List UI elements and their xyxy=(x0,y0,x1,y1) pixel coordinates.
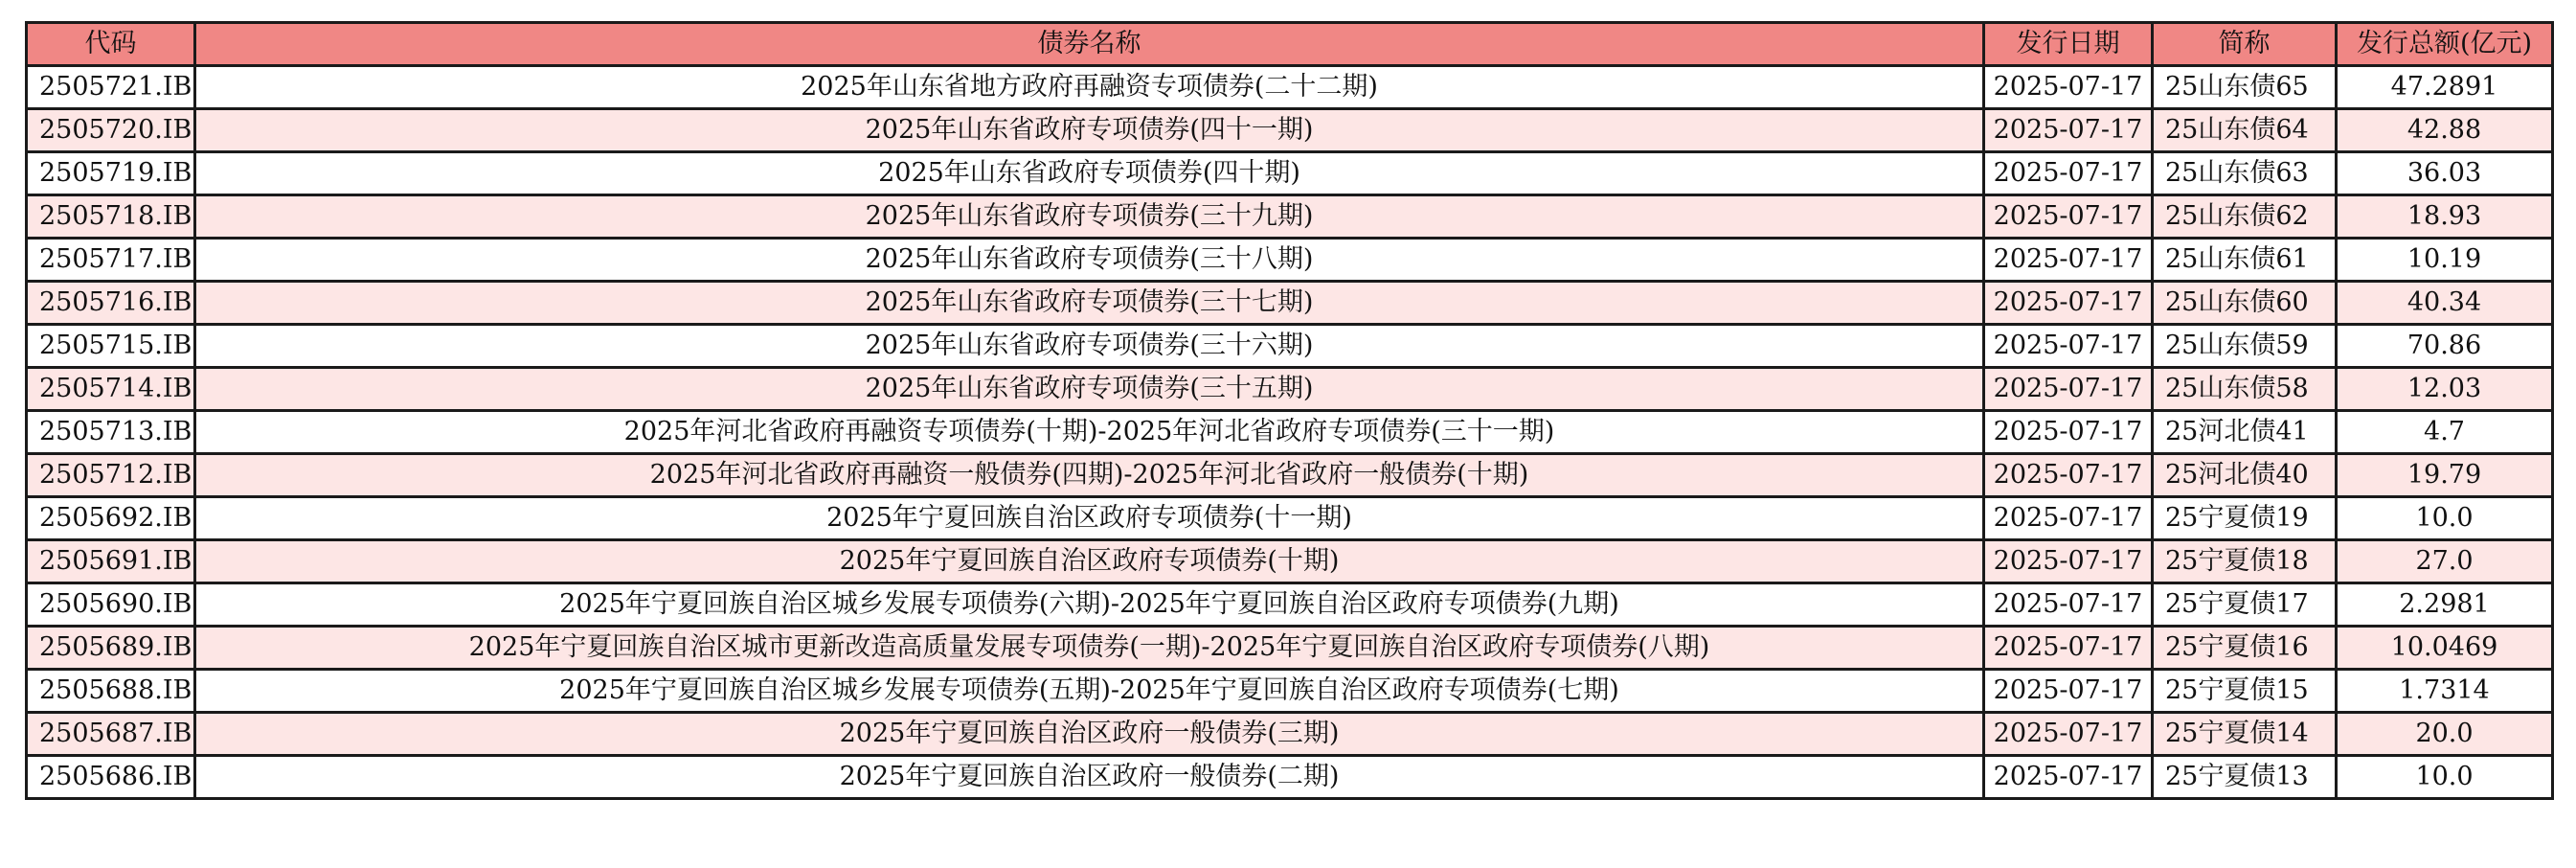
cell-bond-name: 2025年河北省政府再融资一般债券(四期)-2025年河北省政府一般债券(十期) xyxy=(195,454,1984,497)
cell-bond-name: 2025年河北省政府再融资专项债券(十期)-2025年河北省政府专项债券(三十一期) xyxy=(195,411,1984,454)
table-row[interactable] xyxy=(27,282,2553,325)
cell-issue-amount: 20.0 xyxy=(2337,713,2553,756)
bond-issuance-table-container xyxy=(25,21,2551,800)
cell-issue-date: 2025-07-17 xyxy=(1984,756,2153,799)
cell-issue-date: 2025-07-17 xyxy=(1984,411,2153,454)
table-header xyxy=(27,23,2553,66)
cell-code: 2505721.IB xyxy=(27,66,195,109)
table-row[interactable] xyxy=(27,670,2553,713)
cell-issue-amount: 70.86 xyxy=(2337,325,2553,368)
cell-bond-name: 2025年宁夏回族自治区政府专项债券(十一期) xyxy=(195,497,1984,540)
cell-code: 2505686.IB xyxy=(27,756,195,799)
cell-issue-date: 2025-07-17 xyxy=(1984,454,2153,497)
table-row[interactable] xyxy=(27,368,2553,411)
cell-code: 2505712.IB xyxy=(27,454,195,497)
cell-issue-date: 2025-07-17 xyxy=(1984,540,2153,583)
header-short-name[interactable]: 简称 xyxy=(2153,23,2337,66)
cell-issue-amount: 19.79 xyxy=(2337,454,2553,497)
cell-bond-name: 2025年山东省政府专项债券(三十五期) xyxy=(195,368,1984,411)
table-row[interactable] xyxy=(27,325,2553,368)
cell-code: 2505690.IB xyxy=(27,583,195,627)
table-row[interactable] xyxy=(27,66,2553,109)
header-code[interactable]: 代码 xyxy=(27,23,195,66)
cell-short-name: 25山东债60 xyxy=(2153,282,2337,325)
cell-issue-amount: 47.2891 xyxy=(2337,66,2553,109)
cell-issue-date: 2025-07-17 xyxy=(1984,497,2153,540)
cell-bond-name: 2025年宁夏回族自治区政府专项债券(十期) xyxy=(195,540,1984,583)
cell-issue-date: 2025-07-17 xyxy=(1984,195,2153,239)
cell-short-name: 25宁夏债18 xyxy=(2153,540,2337,583)
cell-code: 2505719.IB xyxy=(27,152,195,195)
bond-issuance-table xyxy=(25,21,2554,800)
table-body xyxy=(27,66,2553,799)
cell-issue-date: 2025-07-17 xyxy=(1984,152,2153,195)
table-row[interactable] xyxy=(27,239,2553,282)
cell-code: 2505718.IB xyxy=(27,195,195,239)
cell-bond-name: 2025年宁夏回族自治区城市更新改造高质量发展专项债券(一期)-2025年宁夏回族自治区政府专项债券(八期) xyxy=(195,627,1984,670)
table-row[interactable] xyxy=(27,454,2553,497)
cell-bond-name: 2025年宁夏回族自治区政府一般债券(二期) xyxy=(195,756,1984,799)
cell-code: 2505717.IB xyxy=(27,239,195,282)
cell-short-name: 25山东债62 xyxy=(2153,195,2337,239)
cell-short-name: 25山东债61 xyxy=(2153,239,2337,282)
cell-short-name: 25山东债58 xyxy=(2153,368,2337,411)
cell-code: 2505692.IB xyxy=(27,497,195,540)
cell-code: 2505713.IB xyxy=(27,411,195,454)
cell-short-name: 25宁夏债14 xyxy=(2153,713,2337,756)
cell-short-name: 25宁夏债15 xyxy=(2153,670,2337,713)
cell-issue-amount: 27.0 xyxy=(2337,540,2553,583)
cell-short-name: 25山东债63 xyxy=(2153,152,2337,195)
cell-short-name: 25山东债64 xyxy=(2153,109,2337,152)
header-row xyxy=(27,23,2553,66)
cell-code: 2505715.IB xyxy=(27,325,195,368)
cell-bond-name: 2025年山东省政府专项债券(四十一期) xyxy=(195,109,1984,152)
cell-short-name: 25宁夏债13 xyxy=(2153,756,2337,799)
table-row[interactable] xyxy=(27,583,2553,627)
cell-issue-date: 2025-07-17 xyxy=(1984,713,2153,756)
cell-code: 2505688.IB xyxy=(27,670,195,713)
cell-issue-amount: 42.88 xyxy=(2337,109,2553,152)
table-row[interactable] xyxy=(27,152,2553,195)
cell-code: 2505689.IB xyxy=(27,627,195,670)
cell-issue-amount: 4.7 xyxy=(2337,411,2553,454)
cell-short-name: 25山东债59 xyxy=(2153,325,2337,368)
cell-issue-date: 2025-07-17 xyxy=(1984,239,2153,282)
table-row[interactable] xyxy=(27,627,2553,670)
cell-issue-date: 2025-07-17 xyxy=(1984,66,2153,109)
cell-issue-amount: 12.03 xyxy=(2337,368,2553,411)
cell-bond-name: 2025年宁夏回族自治区城乡发展专项债券(五期)-2025年宁夏回族自治区政府专项债券(七期) xyxy=(195,670,1984,713)
header-bond-name[interactable]: 债券名称 xyxy=(195,23,1984,66)
cell-code: 2505714.IB xyxy=(27,368,195,411)
cell-code: 2505716.IB xyxy=(27,282,195,325)
cell-short-name: 25山东债65 xyxy=(2153,66,2337,109)
cell-code: 2505691.IB xyxy=(27,540,195,583)
cell-issue-date: 2025-07-17 xyxy=(1984,109,2153,152)
cell-short-name: 25宁夏债19 xyxy=(2153,497,2337,540)
cell-issue-date: 2025-07-17 xyxy=(1984,627,2153,670)
table-row[interactable] xyxy=(27,756,2553,799)
cell-issue-date: 2025-07-17 xyxy=(1984,368,2153,411)
header-issue-amount[interactable]: 发行总额(亿元) xyxy=(2337,23,2553,66)
cell-issue-amount: 10.0469 xyxy=(2337,627,2553,670)
cell-issue-date: 2025-07-17 xyxy=(1984,325,2153,368)
cell-issue-amount: 10.0 xyxy=(2337,756,2553,799)
cell-bond-name: 2025年山东省政府专项债券(三十六期) xyxy=(195,325,1984,368)
cell-issue-amount: 40.34 xyxy=(2337,282,2553,325)
cell-bond-name: 2025年宁夏回族自治区政府一般债券(三期) xyxy=(195,713,1984,756)
table-row[interactable] xyxy=(27,540,2553,583)
cell-short-name: 25宁夏债16 xyxy=(2153,627,2337,670)
cell-issue-amount: 2.2981 xyxy=(2337,583,2553,627)
cell-code: 2505687.IB xyxy=(27,713,195,756)
cell-issue-amount: 10.0 xyxy=(2337,497,2553,540)
cell-issue-date: 2025-07-17 xyxy=(1984,670,2153,713)
cell-issue-amount: 36.03 xyxy=(2337,152,2553,195)
cell-issue-date: 2025-07-17 xyxy=(1984,583,2153,627)
cell-code: 2505720.IB xyxy=(27,109,195,152)
table-row[interactable] xyxy=(27,497,2553,540)
cell-bond-name: 2025年山东省政府专项债券(三十八期) xyxy=(195,239,1984,282)
cell-bond-name: 2025年山东省地方政府再融资专项债券(二十二期) xyxy=(195,66,1984,109)
table-row[interactable] xyxy=(27,411,2553,454)
cell-bond-name: 2025年山东省政府专项债券(四十期) xyxy=(195,152,1984,195)
cell-short-name: 25河北债40 xyxy=(2153,454,2337,497)
cell-bond-name: 2025年山东省政府专项债券(三十九期) xyxy=(195,195,1984,239)
cell-short-name: 25宁夏债17 xyxy=(2153,583,2337,627)
table-row[interactable] xyxy=(27,713,2553,756)
cell-bond-name: 2025年宁夏回族自治区城乡发展专项债券(六期)-2025年宁夏回族自治区政府专项债券(九期) xyxy=(195,583,1984,627)
cell-issue-amount: 18.93 xyxy=(2337,195,2553,239)
cell-issue-amount: 10.19 xyxy=(2337,239,2553,282)
cell-short-name: 25河北债41 xyxy=(2153,411,2337,454)
table-row[interactable] xyxy=(27,109,2553,152)
cell-bond-name: 2025年山东省政府专项债券(三十七期) xyxy=(195,282,1984,325)
cell-issue-amount: 1.7314 xyxy=(2337,670,2553,713)
table-row[interactable] xyxy=(27,195,2553,239)
cell-issue-date: 2025-07-17 xyxy=(1984,282,2153,325)
header-issue-date[interactable]: 发行日期 xyxy=(1984,23,2153,66)
